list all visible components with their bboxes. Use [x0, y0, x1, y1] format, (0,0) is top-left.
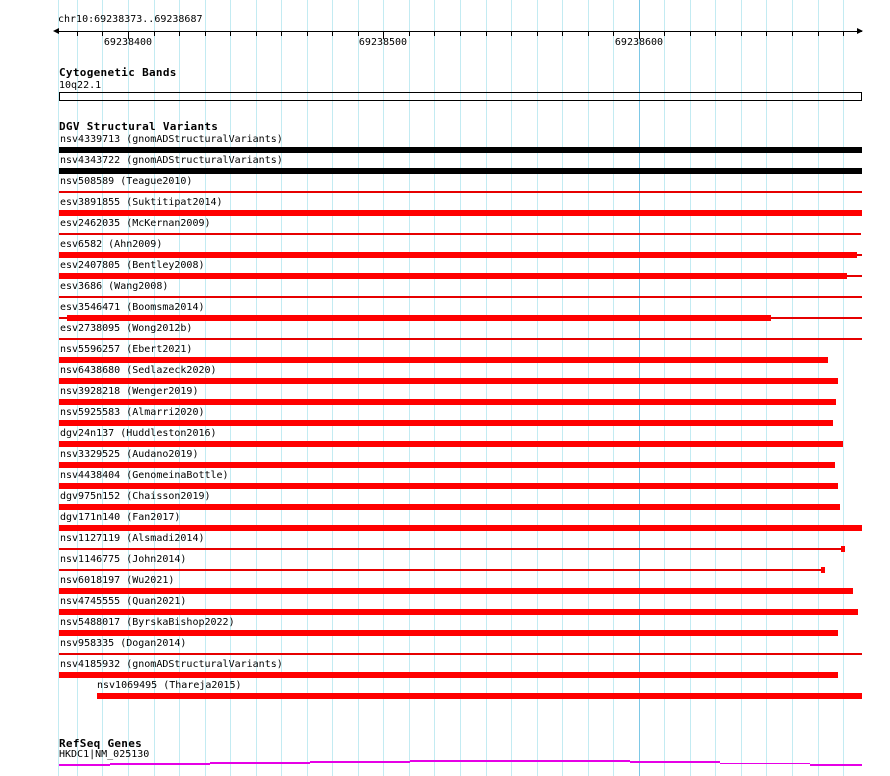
variant-label[interactable]: nsv508589 (Teague2010) [60, 176, 193, 187]
gridline [383, 0, 384, 776]
gridline [588, 0, 589, 776]
variant-label[interactable]: esv2462035 (McKernan2009) [60, 218, 211, 229]
refseq-track-title: RefSeq Genes [59, 737, 143, 750]
variant-label[interactable]: dgv171n140 (Fan2017) [60, 512, 181, 523]
ruler-minor-tick [818, 32, 819, 36]
gridline [409, 0, 410, 776]
gridline [332, 0, 333, 776]
variant-label[interactable]: nsv4343722 (gnomADStructuralVariants) [60, 155, 283, 166]
variant-label[interactable]: esv3546471 (Boomsma2014) [60, 302, 205, 313]
gridline [766, 0, 767, 776]
ruler-minor-tick [154, 32, 155, 36]
ruler-minor-tick [715, 32, 716, 36]
ruler-minor-tick [102, 32, 103, 36]
ruler-minor-tick [460, 32, 461, 36]
gridline [818, 0, 819, 776]
gene-line-segment[interactable] [310, 761, 410, 763]
variant-label[interactable]: nsv1146775 (John2014) [60, 554, 187, 565]
gridline [460, 0, 461, 776]
ruler-minor-tick [664, 32, 665, 36]
gridline [486, 0, 487, 776]
ruler-minor-tick [332, 32, 333, 36]
cytogenetic-track-title: Cytogenetic Bands [59, 66, 177, 79]
variant-line[interactable] [771, 317, 862, 319]
gridline [639, 0, 640, 776]
ruler-minor-tick [792, 32, 793, 36]
variant-bar[interactable] [59, 630, 838, 636]
ruler-minor-tick [537, 32, 538, 36]
variant-label[interactable]: esv6582 (Ahn2009) [60, 239, 163, 250]
gridline [511, 0, 512, 776]
variant-line[interactable] [847, 275, 862, 277]
gridline [537, 0, 538, 776]
ruler-tick-label: 69238400 [103, 37, 153, 48]
variant-line[interactable] [857, 254, 862, 256]
ruler-left-arrow-icon [53, 28, 59, 34]
cytoband-label[interactable]: 10q22.1 [59, 80, 102, 91]
gene-line-segment[interactable] [630, 761, 720, 763]
variant-line[interactable] [59, 548, 841, 550]
variant-label[interactable]: nsv4438404 (GenomeinaBottle) [60, 470, 229, 481]
gene-line-segment[interactable] [810, 764, 862, 766]
ruler-minor-tick [562, 32, 563, 36]
gridline [58, 0, 59, 776]
variant-bar[interactable] [59, 588, 853, 594]
ruler-minor-tick [179, 32, 180, 36]
variant-line[interactable] [59, 338, 862, 340]
dgv-track-title: DGV Structural Variants [59, 120, 219, 133]
gene-line-segment[interactable] [110, 763, 210, 765]
ruler-minor-tick [486, 32, 487, 36]
gridline [307, 0, 308, 776]
ruler-minor-tick [690, 32, 691, 36]
variant-line[interactable] [59, 317, 67, 319]
gene-line-segment[interactable] [410, 760, 630, 762]
ruler-minor-tick [511, 32, 512, 36]
variant-bar[interactable] [59, 441, 843, 447]
variant-label[interactable]: nsv1069495 (Thareja2015) [97, 680, 242, 691]
variant-label[interactable]: esv3686 (Wang2008) [60, 281, 169, 292]
variant-label[interactable]: esv3891855 (Suktitipat2014) [60, 197, 223, 208]
variant-bar[interactable] [59, 672, 838, 678]
ruler-minor-tick [307, 32, 308, 36]
ruler-minor-tick [741, 32, 742, 36]
variant-label[interactable]: esv2738095 (Wong2012b) [60, 323, 193, 334]
gridline [434, 0, 435, 776]
variant-label[interactable]: nsv5596257 (Ebert2021) [60, 344, 193, 355]
ruler-minor-tick [843, 32, 844, 36]
ruler-tick-label: 69238600 [614, 37, 664, 48]
variant-bar[interactable] [59, 168, 862, 174]
variant-marker[interactable] [841, 546, 845, 552]
variant-label[interactable]: nsv1127119 (Alsmadi2014) [60, 533, 205, 544]
variant-bar[interactable] [59, 609, 858, 615]
variant-bar[interactable] [97, 693, 862, 699]
gene-line-segment[interactable] [59, 764, 110, 766]
ruler-minor-tick [613, 32, 614, 36]
variant-label[interactable]: nsv4745555 (Quan2021) [60, 596, 187, 607]
variant-bar[interactable] [59, 462, 835, 468]
variant-line[interactable] [59, 653, 862, 655]
variant-bar[interactable] [59, 399, 836, 405]
variant-label[interactable]: nsv6438680 (Sedlazeck2020) [60, 365, 217, 376]
variant-line[interactable] [59, 191, 862, 193]
variant-bar[interactable] [59, 147, 862, 153]
variant-bar[interactable] [59, 357, 828, 363]
ruler-minor-tick [205, 32, 206, 36]
ruler-minor-tick [409, 32, 410, 36]
variant-line[interactable] [59, 569, 821, 571]
refseq-gene-label[interactable]: HKDC1|NM_025130 [59, 749, 150, 760]
variant-line[interactable] [59, 233, 861, 235]
ruler-minor-tick [230, 32, 231, 36]
variant-label[interactable]: nsv5925583 (Almarri2020) [60, 407, 205, 418]
variant-bar[interactable] [59, 420, 833, 426]
ruler-minor-tick [588, 32, 589, 36]
variant-bar[interactable] [59, 525, 862, 531]
variant-label[interactable]: dgv24n137 (Huddleston2016) [60, 428, 217, 439]
gridline [613, 0, 614, 776]
variant-label[interactable]: nsv5488017 (ByrskaBishop2022) [60, 617, 235, 628]
variant-label[interactable]: dgv975n152 (Chaisson2019) [60, 491, 211, 502]
variant-label[interactable]: nsv958335 (Dogan2014) [60, 638, 187, 649]
gene-line-segment[interactable] [720, 763, 810, 765]
ruler-minor-tick [77, 32, 78, 36]
variant-label[interactable]: nsv6018197 (Wu2021) [60, 575, 175, 586]
variant-line[interactable] [59, 296, 862, 298]
variant-bar[interactable] [59, 378, 838, 384]
gridline [843, 0, 844, 776]
variant-label[interactable]: nsv3329525 (Audano2019) [60, 449, 199, 460]
cytoband-glyph[interactable] [59, 92, 862, 101]
gridline [715, 0, 716, 776]
variant-marker[interactable] [821, 567, 825, 573]
gridline [792, 0, 793, 776]
region-title: chr10:69238373..69238687 [58, 14, 203, 25]
ruler-minor-tick [766, 32, 767, 36]
variant-bar[interactable] [59, 252, 857, 258]
ruler-minor-tick [358, 32, 359, 36]
variant-bar[interactable] [59, 483, 838, 489]
variant-label[interactable]: nsv4339713 (gnomADStructuralVariants) [60, 134, 283, 145]
gridline [358, 0, 359, 776]
gene-line-segment[interactable] [210, 762, 310, 764]
gridline [664, 0, 665, 776]
variant-label[interactable]: esv2407805 (Bentley2008) [60, 260, 205, 271]
ruler-right-arrow-icon [857, 28, 863, 34]
gridline [562, 0, 563, 776]
variant-bar[interactable] [67, 315, 771, 321]
variant-label[interactable]: nsv3928218 (Wenger2019) [60, 386, 199, 397]
variant-bar[interactable] [59, 273, 847, 279]
gridline [690, 0, 691, 776]
ruler-minor-tick [434, 32, 435, 36]
variant-bar[interactable] [59, 210, 862, 216]
ruler-minor-tick [281, 32, 282, 36]
ruler-tick-label: 69238500 [358, 37, 408, 48]
variant-label[interactable]: nsv4185932 (gnomADStructuralVariants) [60, 659, 283, 670]
gridline [741, 0, 742, 776]
variant-bar[interactable] [59, 504, 840, 510]
ruler-minor-tick [256, 32, 257, 36]
